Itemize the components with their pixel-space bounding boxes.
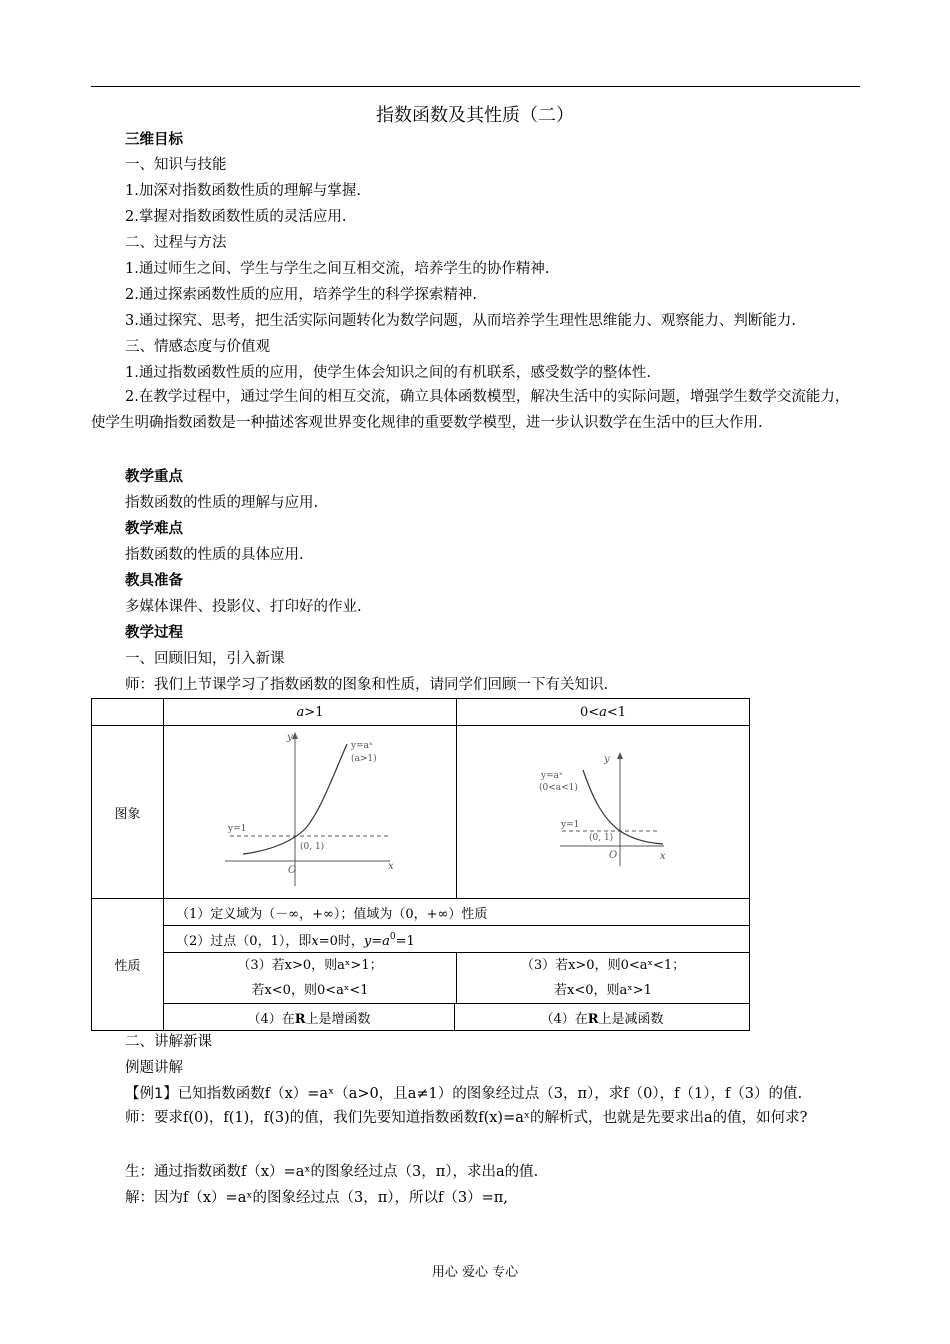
header-a-greater-1: a>1 [164, 699, 457, 726]
y1-label: y=1 [227, 824, 246, 834]
x-axis-label: x [387, 861, 394, 872]
goals-section-3-item-1: 1.通过指数函数性质的应用，使学生体会知识之间的有机联系，感受数学的整体性. [125, 365, 651, 381]
header-rule [91, 86, 860, 87]
goals-section-2-item-1: 1.通过师生之间、学生与学生之间互相交流，培养学生的协作精神. [125, 261, 550, 277]
process-section-2-heading: 二、讲解新课 [125, 1034, 212, 1050]
row-label-graph: 图象 [92, 726, 164, 899]
property-3-decreasing: （3）若x>0，则0<aˣ<1； 若x<0，则aˣ>1 [456, 953, 749, 1004]
solution-line: 解：因为f（x）=aˣ的图象经过点（3，π），所以f（3）=π, [125, 1190, 508, 1206]
row-label-properties: 性质 [92, 899, 164, 1031]
y-axis-arrow-icon [617, 752, 623, 759]
decay-curve-graph [457, 726, 749, 894]
properties-table [91, 698, 750, 1031]
focus-heading: 教学重点 [125, 469, 183, 485]
origin-label: O [287, 865, 296, 876]
property-4-increasing: （4）在R上是增函数 [164, 1004, 455, 1031]
y-axis-arrow-icon [292, 732, 298, 739]
goals-section-2-item-2: 2.通过探索函数性质的应用，培养学生的科学探索精神. [125, 287, 477, 303]
student-answer: 生：通过指数函数f（x）=aˣ的图象经过点（3，π），求出a的值. [125, 1164, 539, 1180]
property-1: （1）定义域为（－∞，+∞）；值域为（0，+∞）性质 [164, 899, 750, 926]
header-a-between-0-1: 0<a<1 [456, 699, 749, 726]
goals-section-1-item-1: 1.加深对指数函数性质的理解与掌握. [125, 183, 361, 199]
goals-section-1-heading: 一、知识与技能 [125, 157, 227, 173]
graph-a-between-0-1 [456, 726, 749, 899]
goals-section-2-item-3: 3.通过探究、思考，把生活实际问题转化为数学问题，从而培养学生理性思维能力、观察能力、判断能力. [125, 313, 796, 329]
focus-text: 指数函数的性质的理解与应用. [125, 495, 319, 511]
goals-section-1-item-2: 2.掌握对指数函数性质的灵活应用. [125, 209, 347, 225]
curve-condition-label: (0<a<1) [538, 783, 578, 793]
example-1: 【例1】已知指数函数f（x）=aˣ（a>0，且a≠1）的图象经过点（3，π），求f（0），f（1），f（3）的值. [125, 1086, 803, 1102]
example-heading: 例题讲解 [125, 1060, 183, 1076]
process-section-1-heading: 一、回顾旧知，引入新课 [125, 651, 285, 667]
difficulty-text: 指数函数的性质的具体应用. [125, 547, 304, 563]
teacher-intro: 师：我们上节课学习了指数函数的图象和性质，请同学们回顾一下有关知识. [125, 677, 609, 693]
goals-heading: 三维目标 [125, 132, 183, 148]
property-3-increasing: （3）若x>0，则aˣ>1； 若x<0，则0<aˣ<1 [164, 953, 457, 1004]
curve-equation-label: y=aˣ [540, 771, 563, 781]
process-heading: 教学过程 [125, 625, 183, 641]
x-axis-label: x [659, 851, 666, 862]
teacher-question: 师：要求f(0)，f(1)，f(3)的值，我们先要知道指数函数f(x)=aˣ的解析式，也就是先要求出a的值，如何求? [125, 1110, 808, 1126]
tools-heading: 教具准备 [125, 573, 183, 589]
difficulty-heading: 教学难点 [125, 521, 183, 537]
intercept-label: (0, 1) [299, 842, 324, 852]
intercept-label: (0, 1) [588, 833, 614, 843]
goals-section-3-item-2: 2.在教学过程中，通过学生间的相互交流，确立具体函数模型，解决生活中的实际问题，增强学生数学交流能力，使学生明确指数函数是一种描述客观世界变化规律的重要数学模型，进一步认识数学在生活中的巨大作用. [91, 389, 850, 431]
tools-text: 多媒体课件、投影仪、打印好的作业. [125, 599, 362, 615]
y1-label: y=1 [560, 820, 580, 830]
page-title: 指数函数及其性质（二） [376, 105, 574, 126]
property-4-decreasing: （4）在R上是减函数 [454, 1004, 749, 1031]
page-footer: 用心 爱心 专心 [431, 1265, 519, 1280]
graph-a-greater-1 [164, 726, 457, 899]
table-corner-cell [92, 699, 164, 726]
goals-section-2-heading: 二、过程与方法 [125, 235, 227, 251]
y-axis-label: y [286, 732, 293, 743]
goals-section-3-heading: 三、情感态度与价值观 [125, 339, 270, 355]
y-axis-label: y [603, 754, 610, 765]
curve-equation-label: y=aˣ [350, 741, 373, 751]
curve-condition-label: (a>1) [350, 754, 377, 764]
growth-curve-graph [165, 726, 456, 894]
property-2: （2）过点（0，1），即x=0时，$y=a^0=1$ [164, 926, 750, 953]
origin-label: O [608, 850, 618, 861]
